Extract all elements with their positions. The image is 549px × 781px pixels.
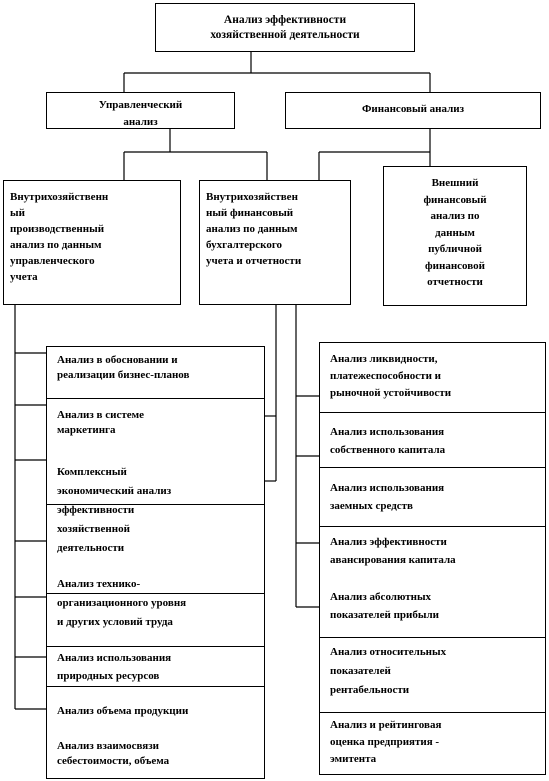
root-box	[155, 3, 415, 52]
list-item-issuer-rating: Анализ и рейтинговая оценка предприятия - эмитента	[330, 719, 442, 765]
internal-financial-box	[199, 180, 351, 305]
internal-production-label: Внутрихозяйственн ый производственный анализ по данным управленческого учета	[10, 191, 109, 283]
list-item-labor-conditions: Анализ технико- организационного уровня и других условий труда	[57, 578, 187, 628]
list-item-absolute-profit: Анализ абсолютных показателей прибыли	[330, 591, 439, 621]
production-analysis-list	[46, 346, 265, 779]
list-item-own-capital: Анализ использования собственного капитала	[330, 426, 446, 456]
financial-analysis-list	[319, 342, 546, 775]
list-item-complex-economic: Комплексный экономический анализ эффективности хозяйственной деятельности	[57, 466, 172, 554]
list-item-liquidity: Анализ ликвидности, платежеспособности и рыночной устойчивости	[330, 353, 452, 399]
external-financial-box	[383, 166, 527, 306]
list-item-production-volume: Анализ объема продукции	[57, 705, 189, 717]
management-analysis-box	[46, 92, 235, 129]
list-item-borrowed-funds: Анализ использования заемных средств	[330, 482, 445, 512]
root-label: Анализ эффективности хозяйственной деятельности	[210, 14, 360, 41]
list-item-business-plans: Анализ в обосновании и реализации бизнес-планов	[57, 354, 190, 381]
list-item-marketing: Анализ в системе маркетинга	[57, 409, 145, 436]
management-analysis-cut-label: анализ	[123, 116, 158, 128]
management-analysis-label: Управленческий	[98, 99, 183, 111]
list-item-profitability: Анализ относительных показателей рентабельности	[330, 646, 447, 696]
external-financial-label: Внешний финансовый анализ по данным публичной финансовой отчетности	[423, 177, 487, 288]
list-item-capital-efficiency: Анализ эффективности авансирования капитала	[330, 536, 456, 566]
financial-analysis-box	[285, 92, 541, 129]
list-item-cost-volume: Анализ взаимосвязи себестоимости, объема	[57, 740, 170, 767]
internal-financial-label: Внутрихозяйствен ный финансовый анализ по данным бухгалтерского учета и отчетности	[206, 191, 302, 267]
internal-production-box	[3, 180, 181, 305]
financial-analysis-label: Финансовый анализ	[361, 103, 465, 115]
list-item-natural-resources: Анализ использования природных ресурсов	[57, 652, 172, 682]
